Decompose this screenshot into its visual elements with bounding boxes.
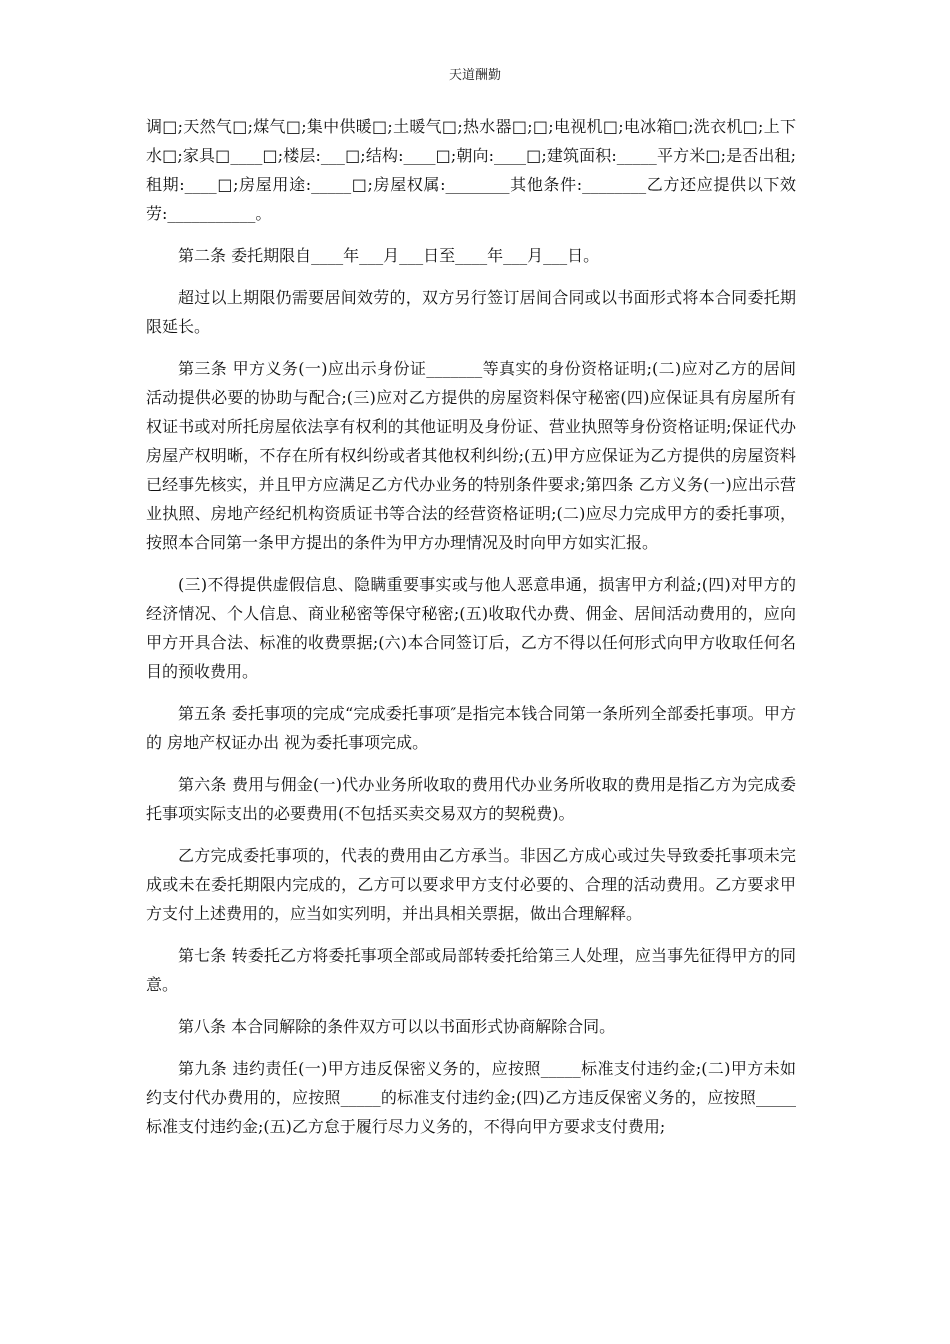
- document-body: [146, 112, 796, 1154]
- paragraph-article-3-4: 第三条 甲方义务(一)应出示身份证_______等真实的身份资格证明;(二)应对乙方的居间活动提供必要的协助与配合;(三)应对乙方提供的房屋资料保守秘密(四)应保证具有房屋所有权证书或对所托房屋依法享有权利的其他证明及身份证、营业执照等身份资格证明;保证代办房屋产权明晰，不存在所有权纠纷或者其他权利纠纷;(五)甲方应保证为乙方提供的房屋资料已经事先核实，并且甲方应满足乙方代办业务的特别条件要求;第四条 乙方义务(一)应出示营业执照、房地产经纪机构资质证书等合法的经营资格证明;(二)应尽力完成甲方的委托事项，按照本合同第一条甲方提出的条件为甲方办理情况及时向甲方如实汇报。: [146, 359, 796, 552]
- paragraph-extension: 超过以上期限仍需要居间效劳的，双方另行签订居间合同或以书面形式将本合同委托期限延长。: [146, 288, 796, 336]
- paragraph-article-5: 第五条 委托事项的完成“完成委托事项″是指完本钱合同第一条所列全部委托事项。甲方的 房地产权证办出 视为委托事项完成。: [146, 704, 796, 752]
- paragraph-article-9: 第九条 违约责任(一)甲方违反保密义务的，应按照_____标准支付违约金;(二)甲方未如约支付代办费用的，应按照_____的标准支付违约金;(四)乙方违反保密义务的，应按照_____标准支付违约金;(五)乙方怠于履行尽力义务的，不得向甲方要求支付费用;: [146, 1059, 796, 1136]
- paragraph-article-2: 第二条 委托期限自____年___月___日至____年___月___日。: [178, 246, 600, 265]
- paragraph-article-6: 第六条 费用与佣金(一)代办业务所收取的费用代办业务所收取的费用是指乙方为完成委托事项实际支出的必要费用(不包括买卖交易双方的契税费)。: [146, 775, 796, 823]
- paragraph-article-8: 第八条 本合同解除的条件双方可以以书面形式协商解除合同。: [178, 1017, 616, 1036]
- paragraph-obligations-continued: (三)不得提供虚假信息、隐瞒重要事实或与他人恶意串通，损害甲方利益;(四)对甲方的经济情况、个人信息、商业秘密等保守秘密;(五)收取代办费、佣金、居间活动费用的，应向甲方开具合法、标准的收费票据;(六)本合同签订后，乙方不得以任何形式向甲方收取任何名目的预收费用。: [146, 575, 796, 681]
- paragraph-fees: 乙方完成委托事项的，代表的费用由乙方承当。非因乙方成心或过失导致委托事项未完成或未在委托期限内完成的，乙方可以要求甲方支付必要的、合理的活动费用。乙方要求甲方支付上述费用的，应当如实列明，并出具相关票据，做出合理解释。: [146, 846, 796, 923]
- paragraph-property-details: 调□;天然气□;煤气□;集中供暖□;土暖气□;热水器□;□;电视机□;电冰箱□;洗衣机□;上下水□;家具□____□;楼层:___□;结构:____□;朝向:____□;建筑面积:_____平方米□;是否出租;租期:____□;房屋用途:_____□;房屋权属:________其他条件:________乙方还应提供以下效劳:___________。: [146, 117, 796, 223]
- paragraph-article-7: 第七条 转委托乙方将委托事项全部或局部转委托给第三人处理，应当事先征得甲方的同意。: [146, 946, 796, 994]
- page-header-title: 天道酬勤: [448, 68, 501, 83]
